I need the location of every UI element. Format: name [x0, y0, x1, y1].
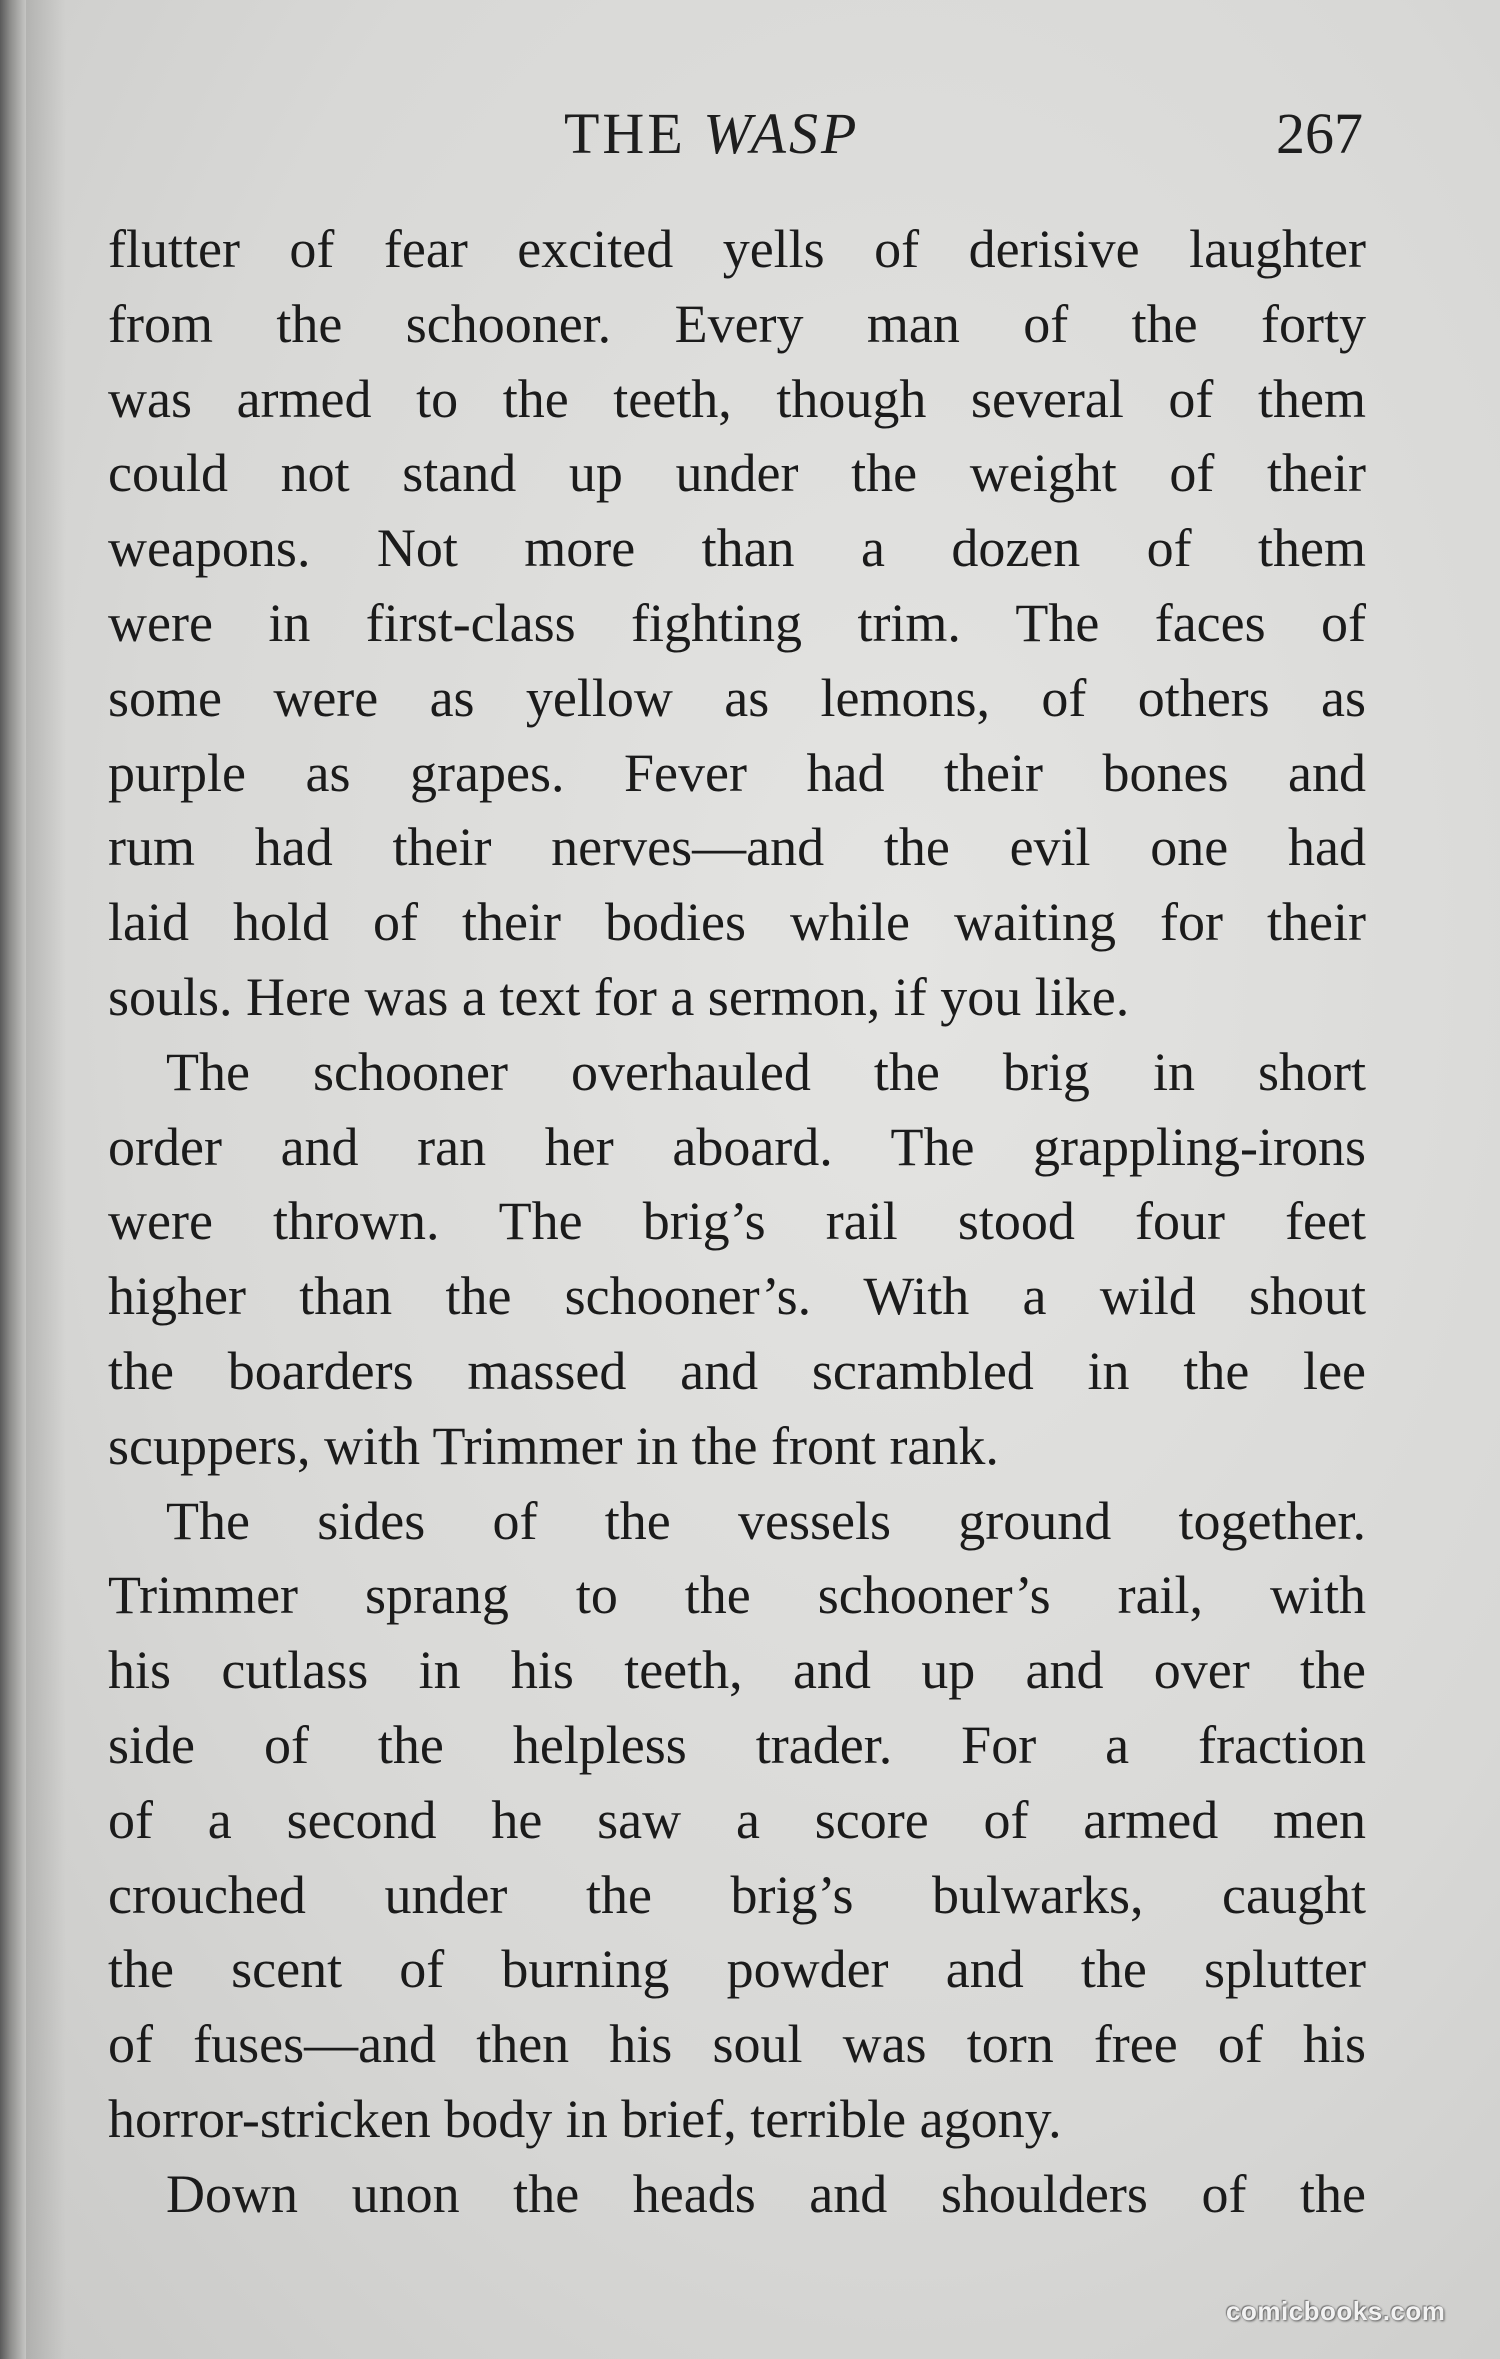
- text-line: horror-stricken body in brief, terrible agony.: [108, 2088, 1062, 2149]
- text-line: could not stand up under the weight of their: [108, 443, 1366, 504]
- page-binding-shadow: [26, 0, 66, 2359]
- text-line: souls. Here was a text for a sermon, if you like.: [108, 966, 1130, 1027]
- text-line: of fuses—and then his soul was torn free of his: [108, 2014, 1366, 2075]
- text-line: purple as grapes. Fever had their bones and: [108, 742, 1366, 803]
- title-italic: WASP: [703, 101, 860, 166]
- text-line: higher than the schooner’s. With a wild shout: [108, 1266, 1366, 1327]
- text-line: Trimmer sprang to the schooner’s rail, with: [108, 1565, 1366, 1626]
- text-line: rum had their nerves—and the evil one had: [108, 817, 1366, 878]
- text-line: crouched under the brig’s bulwarks, caught: [108, 1864, 1366, 1925]
- text-line: were thrown. The brig’s rail stood four feet: [108, 1191, 1366, 1252]
- title-prefix: THE: [564, 101, 686, 166]
- text-line: were in first-class fighting trim. The faces of: [108, 592, 1366, 653]
- text-line: order and ran her aboard. The grappling-irons: [108, 1116, 1366, 1177]
- body-text: [108, 212, 1366, 2232]
- text-line: was armed to the teeth, though several of them: [108, 368, 1366, 429]
- text-line: side of the helpless trader. For a fraction: [108, 1714, 1366, 1775]
- running-head: [0, 100, 1500, 180]
- text-line: laid hold of their bodies while waiting for their: [108, 892, 1366, 953]
- text-line: the scent of burning powder and the splutter: [108, 1939, 1366, 2000]
- text-line: scuppers, with Trimmer in the front rank.: [108, 1415, 999, 1476]
- text-line: from the schooner. Every man of the forty: [108, 293, 1366, 354]
- text-line: of a second he saw a score of armed men: [108, 1789, 1366, 1850]
- text-line: flutter of fear excited yells of derisive laughter: [108, 219, 1366, 279]
- text-line: the boarders massed and scrambled in the lee: [108, 1340, 1366, 1401]
- page-binding-edge: [0, 0, 26, 2359]
- text-line: The sides of the vessels ground together.: [166, 1490, 1366, 1551]
- text-line: weapons. Not more than a dozen of them: [108, 518, 1366, 579]
- text-line: Down unon the heads and shoulders of the: [166, 2163, 1366, 2224]
- page-number: 267: [1276, 101, 1363, 166]
- running-head-title: [564, 100, 859, 167]
- text-line: The schooner overhauled the brig in short: [166, 1041, 1366, 1102]
- watermark: comicbooks.com: [1226, 2296, 1446, 2326]
- text-line: some were as yellow as lemons, of others as: [108, 667, 1366, 728]
- text-line: his cutlass in his teeth, and up and over the: [108, 1640, 1366, 1701]
